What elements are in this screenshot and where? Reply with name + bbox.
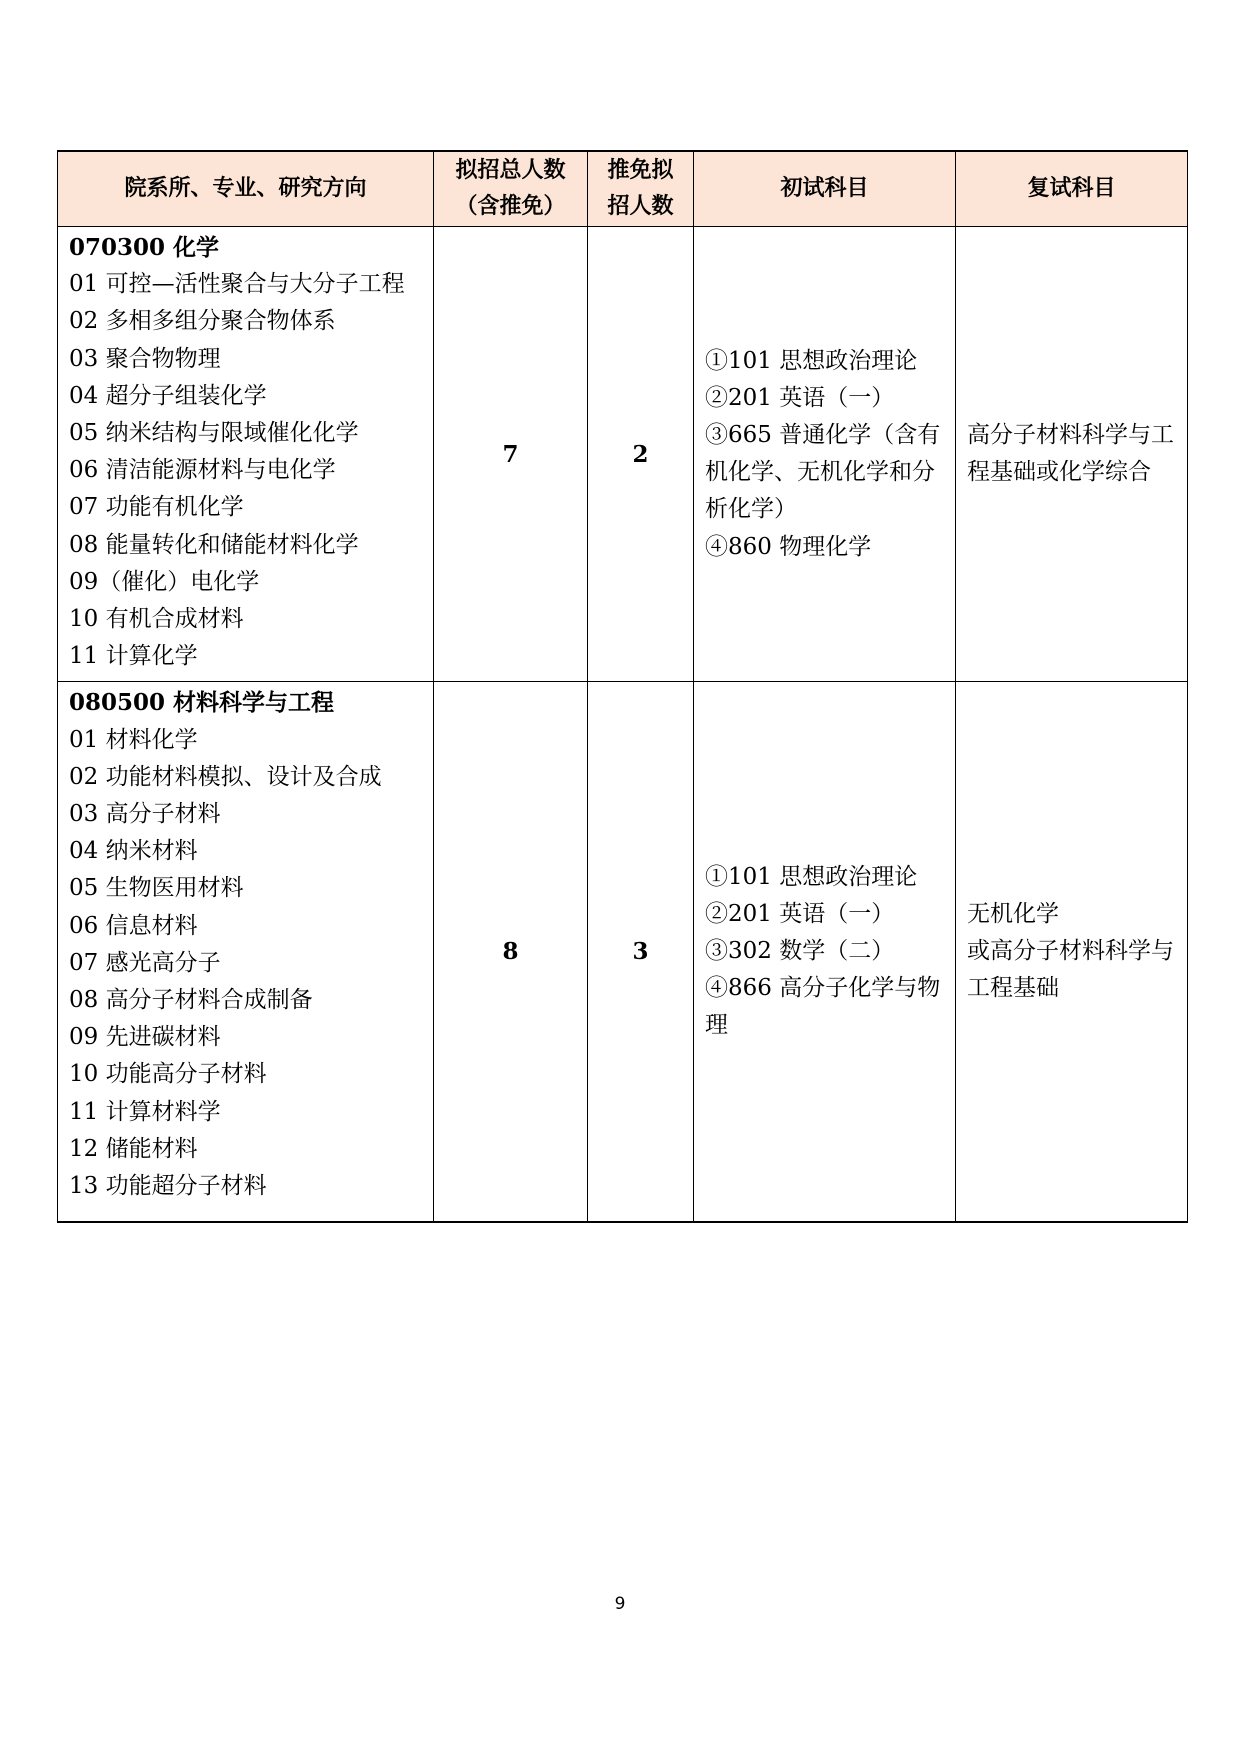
exam-subject: ①101 思想政治理论 [705,863,918,890]
major-title: 080500 材料科学与工程 [69,689,335,717]
direction-item: 10 功能高分子材料 [69,1061,267,1088]
direction-item: 08 高分子材料合成制备 [69,987,313,1014]
direction-cell [58,227,434,682]
exam-subject: ③665 普通化学（含有机化学、无机化学和分析化学） [705,422,941,523]
total-enrollment-value: 8 [434,682,588,1222]
direction-item: 03 聚合物物理 [69,345,221,372]
table-row [58,682,1188,1222]
direction-item: 03 高分子材料 [69,801,221,828]
exam-subject: ②201 英语（一） [705,384,895,411]
exam-subject: ④866 高分子化学与物理 [705,975,941,1039]
exam-subject: ④860 物理化学 [705,533,872,560]
exam-subject: ①101 思想政治理论 [705,347,918,374]
header-re-exam: 复试科目 [956,151,1188,227]
admissions-table [57,150,1188,1223]
header-total-line1: 拟招总人数 [455,158,566,183]
direction-item: 12 储能材料 [69,1135,198,1162]
header-total-enrollment [434,151,588,227]
header-initial-exam: 初试科目 [694,151,956,227]
header-recommended-line2: 招人数 [607,194,674,219]
re-exam-subject: 高分子材料科学与工程基础或化学综合 [967,422,1174,486]
header-direction: 院系所、专业、研究方向 [58,151,434,227]
initial-exam-cell [694,227,956,682]
header-recommended [588,151,694,227]
exam-subject: ③302 数学（二） [705,938,895,965]
direction-item: 02 功能材料模拟、设计及合成 [69,763,382,790]
direction-item: 10 有机合成材料 [69,606,244,633]
direction-item: 11 计算化学 [69,643,198,670]
direction-item: 05 纳米结构与限域催化化学 [69,420,359,447]
table-row [58,227,1188,682]
recommended-value: 2 [588,227,694,682]
direction-item: 06 信息材料 [69,912,198,939]
direction-item: 09 先进碳材料 [69,1024,221,1051]
re-exam-cell [956,227,1188,682]
header-total-line2: （含推免） [455,194,566,219]
recommended-value: 3 [588,682,694,1222]
page-number: 9 [614,1594,626,1614]
exam-subject: ②201 英语（一） [705,900,895,927]
total-enrollment-value: 7 [434,227,588,682]
direction-item: 04 纳米材料 [69,838,198,865]
re-exam-cell [956,682,1188,1222]
re-exam-subject: 或高分子材料科学与工程基础 [967,938,1174,1002]
direction-item: 05 生物医用材料 [69,875,244,902]
direction-item: 13 功能超分子材料 [69,1173,267,1200]
direction-item: 01 材料化学 [69,726,198,753]
direction-item: 04 超分子组装化学 [69,382,267,409]
re-exam-subject: 无机化学 [967,900,1059,927]
direction-item: 01 可控—活性聚合与大分子工程 [69,271,405,298]
table-header [58,151,1188,227]
major-title: 070300 化学 [69,234,220,261]
direction-item: 09（催化）电化学 [69,568,260,595]
direction-item: 07 感光高分子 [69,949,221,976]
direction-cell [58,682,434,1222]
direction-item: 11 计算材料学 [69,1098,221,1125]
header-recommended-line1: 推免拟 [607,158,674,183]
initial-exam-cell [694,682,956,1222]
direction-item: 02 多相多组分聚合物体系 [69,308,336,335]
direction-item: 08 能量转化和储能材料化学 [69,531,359,558]
direction-item: 06 清洁能源材料与电化学 [69,457,336,484]
direction-item: 07 功能有机化学 [69,494,244,521]
